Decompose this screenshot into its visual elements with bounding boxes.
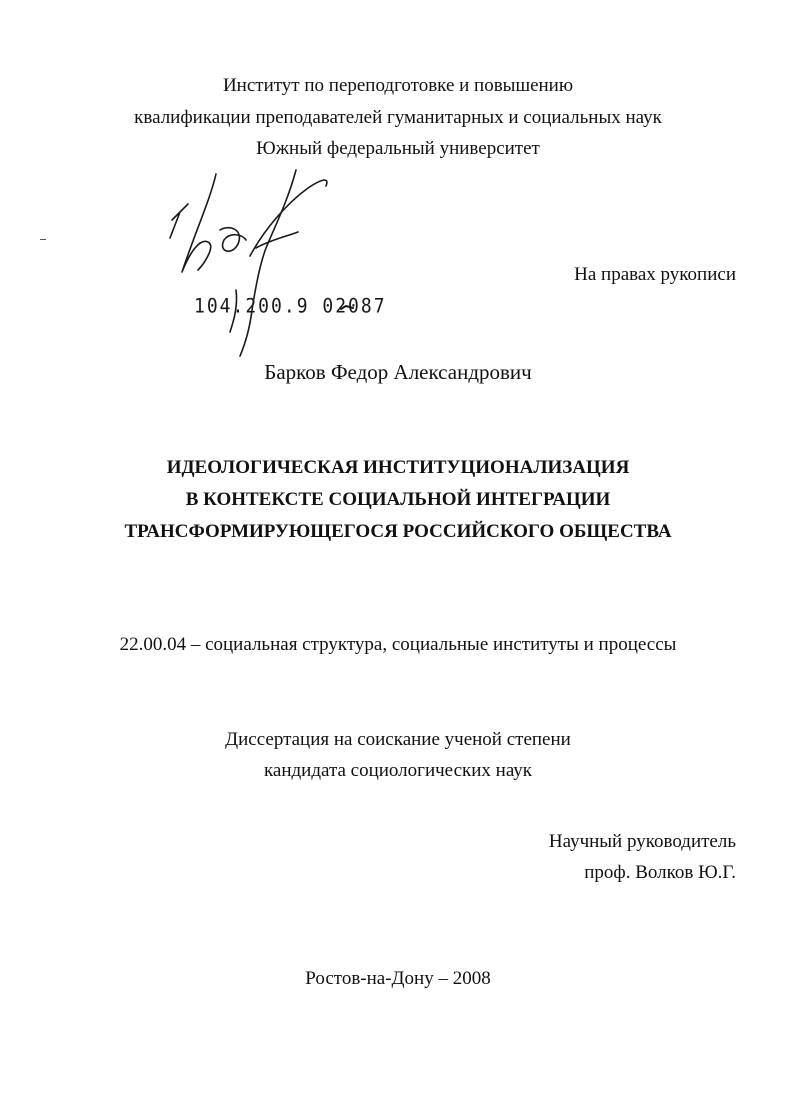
specialty-code: 22.00.04 – социальная структура, социальные институты и процессы <box>119 634 677 655</box>
institution-line-2: квалификации преподавателей гуманитарных и социальных наук <box>134 107 662 128</box>
author-name: Барков Федор Александрович <box>264 360 532 384</box>
supervisor-name: проф. Волков Ю.Г. <box>584 862 736 883</box>
institution-line-1: Институт по переподготовке и повышению <box>222 75 574 96</box>
thesis-title-line-3: ТРАНСФОРМИРУЮЩЕГОСЯ РОССИЙСКОГО ОБЩЕСТВА <box>124 521 672 542</box>
stamp-mark-icon <box>340 303 354 313</box>
supervisor-label: Научный руководитель <box>548 831 736 852</box>
place-and-year: Ростов-на-Дону – 2008 <box>305 968 491 989</box>
handwritten-signature <box>160 160 360 360</box>
degree-line-1: Диссертация на соискание ученой степени <box>225 729 571 750</box>
archive-stamp-number: 104.200.9 02087 <box>194 294 387 319</box>
degree-line-2: кандидата социологических наук <box>263 760 533 781</box>
scan-speck <box>40 239 46 240</box>
institution-line-3: Южный федеральный университет <box>256 138 540 159</box>
manuscript-rights-note: На правах рукописи <box>574 264 736 285</box>
thesis-title-line-2: В КОНТЕКСТЕ СОЦИАЛЬНОЙ ИНТЕГРАЦИИ <box>185 489 611 510</box>
thesis-title-line-1: ИДЕОЛОГИЧЕСКАЯ ИНСТИТУЦИОНАЛИЗАЦИЯ <box>166 457 630 478</box>
